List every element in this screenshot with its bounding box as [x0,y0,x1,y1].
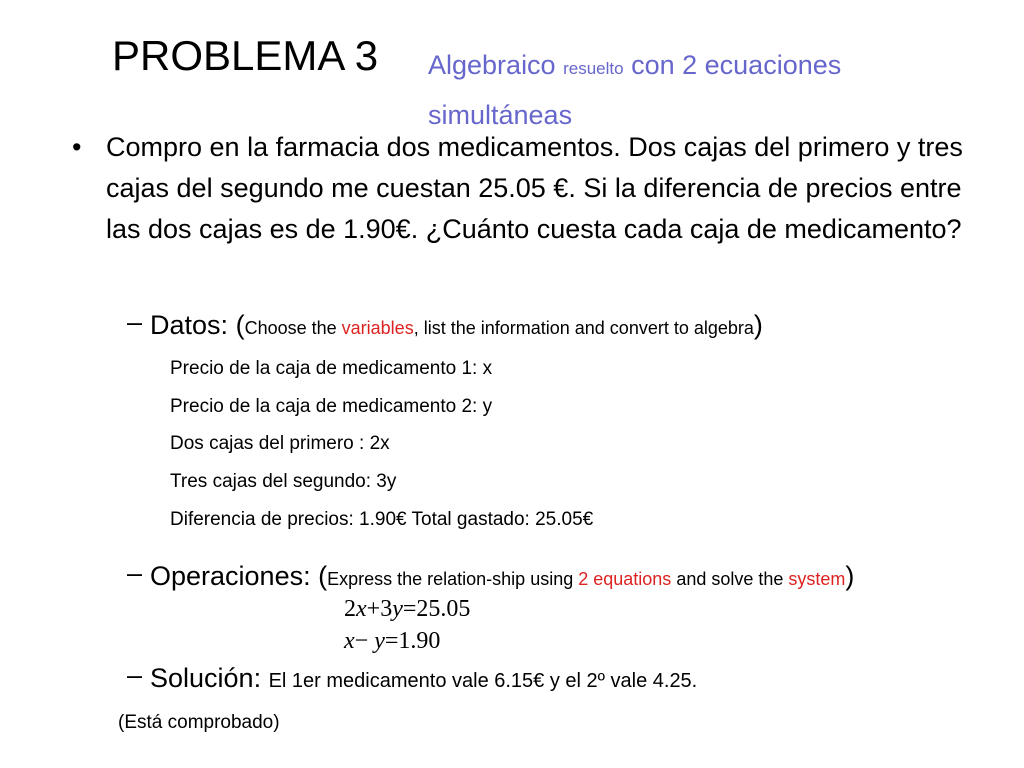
dato-line: Tres cajas del segundo: 3y [170,471,397,492]
eq2-var-x: x [344,628,355,654]
operaciones-hint-equations: 2 equations [578,569,672,589]
solucion-heading [150,660,697,699]
verification-note: (Está comprobado) [118,712,280,733]
datos-hint-2: , list the information and convert to algebra [413,318,754,338]
slide-subtitle [428,42,928,138]
dato-line: Dos cajas del primero : 2x [170,433,390,454]
operaciones-close-paren: ) [845,561,855,591]
eq1-equals: = [402,596,417,622]
dato-line: Precio de la caja de medicamento 2: y [170,396,493,417]
operaciones-dash: – [127,558,143,588]
problem-text: Compro en la farmacia dos medicamentos. Dos cajas del primero y tres cajas del segundo me cuestan 25.05 €. Si la diferencia de precios entre las dos cajas es de 1.90€. ¿Cuánto cuesta cada caja de medicamento? [106,132,963,244]
bullet-symbol: • [72,132,82,162]
operaciones-open-paren: ( [318,561,328,591]
eq1-coef-b: 3 [380,596,393,622]
datos-colon: : [220,310,229,340]
eq2-equals: = [384,628,399,654]
datos-label: Datos [150,310,221,340]
solucion-dash: – [127,660,143,690]
datos-hint-variables: variables [341,318,414,338]
dato-line: Diferencia de precios: 1.90€ Total gastado: 25.05€ [170,509,594,530]
eq1-rhs: 25.05 [416,596,471,622]
datos-close-paren: ) [753,310,763,340]
eq2-rhs: 1.90 [398,628,441,654]
equation-2 [344,626,440,656]
eq2-minus: − [354,628,369,654]
subtitle-part2: con 2 ecuaciones simultáneas [428,50,842,130]
solucion-text: El 1er medicamento vale 6.15€ y el 2º vale 4.25. [268,670,698,692]
datos-heading [150,307,763,346]
datos-dash: – [127,307,143,337]
eq1-var-x: x [356,596,367,622]
equation-1 [344,594,470,624]
operaciones-label: Operaciones: [150,561,319,591]
eq1-plus: + [366,596,381,622]
operaciones-hint-1: Express the relation-ship using [327,569,579,589]
eq1-coef-a: 2 [344,596,356,622]
operaciones-heading [150,558,854,597]
datos-hint-1: Choose the [244,318,342,338]
subtitle-part1: Algebraico [428,50,556,80]
subtitle-small: resuelto [563,59,624,78]
datos-open-paren: ( [235,310,245,340]
dato-line: Precio de la caja de medicamento 1: x [170,358,493,379]
solucion-label: Solución: [150,663,269,693]
eq1-var-y: y [392,596,403,622]
eq2-var-y: y [374,628,385,654]
slide-title: PROBLEMA 3 [112,32,379,79]
operaciones-hint-system: system [788,569,846,589]
operaciones-hint-2: and solve the [671,569,789,589]
